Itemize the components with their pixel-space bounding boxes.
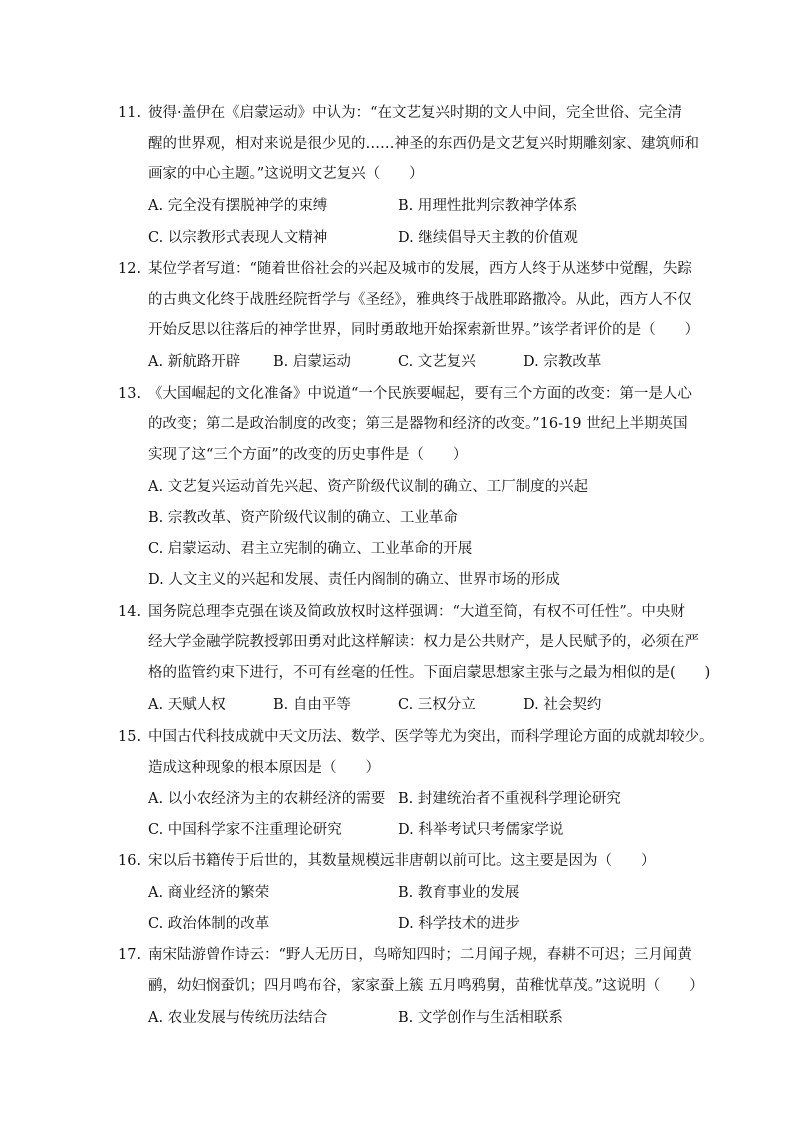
option-c: C. 启蒙运动、君主立宪制的确立、工业革命的开展 [148,541,473,557]
question-stem-line: 经大学金融学院教授郭田勇对此这样解读：权力是公共财产，是人民赋予的，必须在严 [148,634,699,650]
option-a: A. 天赋人权 [148,697,226,713]
question-stem-line: 鹂，幼妇悯蚕饥；四月鸣布谷，家家蚕上簇 五月鸣鸦舅，苗稚忧草茂。”这说明（ ） [148,978,704,994]
question-number: 17. [118,947,142,963]
question-number: 16. [118,853,142,869]
option-a: A. 商业经济的繁荣 [148,885,270,901]
question-stem-line: 造成这种现象的根本原因是（ ） [148,760,380,776]
question-stem-line: 宋以后书籍传于后世的，其数量规模远非唐朝以前可比。这主要是因为（ ） [148,853,656,869]
option-b: B. 教育事业的发展 [398,885,520,901]
option-b: B. 启蒙运动 [273,354,351,370]
option-d: D. 继续倡导天主教的价值观 [398,230,578,246]
question-stem-line: 实现了这“三个方面”的改变的历史事件是（ ） [148,447,468,463]
question-stem-line: 画家的中心主题。”这说明文艺复兴（ ） [148,166,424,182]
question-stem-line: 开始反思以往落后的神学世界，同时勇敢地开始探索新世界。”该学者评价的是（ ） [148,322,700,338]
question-stem-line: 中国古代科技成就中天文历法、数学、医学等尤为突出，而科学理论方面的成就却较少。 [148,729,714,745]
option-b: B. 文学创作与生活相联系 [398,1010,563,1026]
question-number: 14. [118,604,142,620]
option-c: C. 政治体制的改革 [148,916,270,932]
option-a: A. 新航路开辟 [148,354,241,370]
option-d: D. 人文主义的兴起和发展、责任内阁制的确立、世界市场的形成 [148,572,560,588]
option-c: C. 文艺复兴 [398,354,476,370]
option-b: B. 自由平等 [273,697,351,713]
question-stem-line: 国务院总理李克强在谈及简政放权时这样强调：“大道至简，有权不可任性”。中央财 [148,604,685,620]
option-d: D. 宗教改革 [523,354,602,370]
question-stem-line: 的古典文化终于战胜经院哲学与《圣经》，雅典终于战胜耶路撒冷。从此，西方人不仅 [148,292,692,308]
question-stem-line: 格的监管约束下进行，不可有丝毫的任性。下面启蒙思想家主张与之最为相似的是( ) [148,665,711,681]
option-d: D. 科举考试只考儒家学说 [398,822,564,838]
option-a: A. 文艺复兴运动首先兴起、资产阶级代议制的确立、工厂制度的兴起 [148,479,589,495]
question-stem-line: 某位学者写道：“随着世俗社会的兴起及城市的发展，西方人终于从迷梦中觉醒，失踪 [148,261,692,277]
option-b: B. 宗教改革、资产阶级代议制的确立、工业革命 [148,510,458,526]
question-stem-line: 《大国崛起的文化准备》中说道“一个民族要崛起，要有三个方面的改变：第一是人心 [148,386,692,402]
option-b: B. 封建统治者不重视科学理论研究 [398,791,621,807]
option-a: A. 农业发展与传统历法结合 [148,1010,328,1026]
question-stem-line: 醒的世界观，相对来说是很少见的……神圣的东西仍是文艺复兴时期雕刻家、建筑师和 [148,136,699,152]
question-number: 13. [118,386,142,402]
question-stem-line: 彼得·盖伊在《启蒙运动》中认为：“在文艺复兴时期的文人中间，完全世俗、完全清 [148,105,683,121]
question-number: 15. [118,729,142,745]
option-d: D. 科学技术的进步 [398,916,520,932]
option-d: D. 社会契约 [523,697,602,713]
option-c: C. 中国科学家不注重理论研究 [148,822,342,838]
question-stem-line: 南宋陆游曾作诗云：“野人无历日，鸟啼知四时；二月闻子规，春耕不可迟；三月闻黄 [148,947,692,963]
option-c: C. 以宗教形式表现人文精神 [148,230,328,246]
question-stem-line: 的改变；第二是政治制度的改变；第三是器物和经济的改变。”16-19 世纪上半期英国 [148,416,688,432]
option-b: B. 用理性批判宗教神学体系 [398,198,578,214]
question-number: 12. [118,261,142,277]
option-a: A. 以小农经济为主的农耕经济的需要 [148,791,386,807]
question-number: 11. [118,105,142,121]
option-a: A. 完全没有摆脱神学的束缚 [148,198,328,214]
option-c: C. 三权分立 [398,697,476,713]
